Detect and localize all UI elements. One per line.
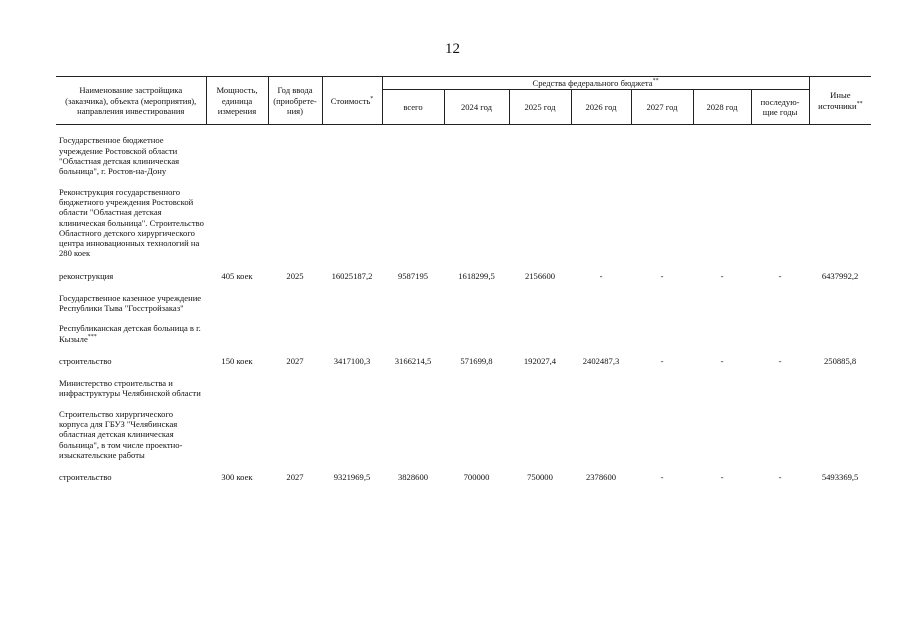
y2028-cell: - (720, 472, 724, 483)
year-cell: 2027 (286, 355, 304, 366)
y2028-cell: - (720, 270, 724, 281)
object-name: Строительство хирургического корпуса для ГБУЗ "Челябинская областная детская клиническая больница", в том числе проектно-изыскательские работы (59, 408, 183, 460)
total-cell: 3828600 (397, 472, 429, 483)
capacity-cell: 405 коек (221, 270, 253, 281)
header-2026: 2026 год (571, 90, 631, 125)
cost-cell: 9321969,5 (333, 472, 371, 483)
investment-table (56, 76, 871, 484)
total-cell: 9587195 (397, 270, 429, 281)
cost-cell: 16025187,2 (331, 270, 373, 281)
direction-cell: строительство (59, 472, 112, 483)
header-other-note: ** (856, 100, 863, 107)
y2027-cell: - (660, 270, 664, 281)
header-name: Наименование застройщика (заказчика), объекта (мероприятия), направления инвестирования (56, 77, 206, 125)
y2024-cell: 700000 (463, 472, 490, 483)
total-cell: 3166214,5 (394, 355, 432, 366)
developer-name: Министерство строительства и инфраструктуры Челябинской области (59, 378, 201, 399)
header-year: Год ввода (приобрете-ния) (268, 77, 322, 125)
next-years-cell: - (778, 270, 782, 281)
header-other-sources (809, 77, 871, 125)
y2027-cell: - (660, 355, 664, 366)
table-row (56, 269, 871, 283)
next-years-cell: - (778, 472, 782, 483)
developer-name: Государственное казенное учреждение Республики Тыва "Госстройзаказ" (59, 292, 202, 314)
direction-cell: реконструкция (59, 270, 114, 281)
header-cost (322, 77, 382, 125)
header-federal-label: Средства федерального бюджета (532, 78, 653, 88)
y2027-cell: - (660, 472, 664, 483)
object-name: Реконструкция государственного бюджетного учреждения Ростовской области "Областная детская клиническая больница". Строительство Областного детского хирургического центра инновационных технологий на 280 коек (59, 186, 204, 259)
year-cell: 2025 (286, 270, 304, 281)
cost-cell: 3417100,3 (333, 355, 371, 366)
capacity-cell: 300 коек (221, 472, 253, 483)
direction-cell: строительство (59, 355, 112, 366)
header-next-years: последую-щие годы (751, 90, 809, 125)
y2024-cell: 571699,8 (460, 355, 493, 366)
developer-name: Государственное бюджетное учреждение Ростовской области "Областная детская клиническая больница", г. Ростов-на-Дону (59, 135, 180, 177)
header-2025: 2025 год (509, 90, 571, 125)
capacity-cell: 150 коек (221, 355, 253, 366)
header-cost-label: Стоимость (330, 95, 371, 106)
y2025-cell: 2156600 (524, 270, 556, 281)
object-name (56, 323, 206, 344)
other-sources-cell: 250885,8 (823, 355, 857, 366)
table-row (56, 354, 871, 368)
y2028-cell: - (720, 355, 724, 366)
other-sources-cell: 6437992,2 (821, 270, 859, 281)
header-federal-note: ** (652, 78, 659, 85)
object-name-text: Республиканская детская больница в г. Кызыле (59, 323, 201, 344)
year-cell: 2027 (286, 472, 304, 483)
header-other-label: Иные источники (818, 90, 857, 111)
header-cost-note: * (370, 95, 374, 102)
table-row (56, 470, 871, 484)
header-capacity: Мощность, единица измерения (206, 77, 268, 125)
y2025-cell: 192027,4 (523, 355, 557, 366)
y2025-cell: 750000 (527, 472, 553, 483)
header-total: всего (382, 90, 444, 125)
header-2027: 2027 год (631, 90, 693, 125)
other-sources-cell: 5493369,5 (821, 472, 859, 483)
object-note: *** (87, 333, 97, 340)
header-federal-budget (382, 77, 809, 90)
header-2028: 2028 год (693, 90, 751, 125)
y2026-cell: - (599, 270, 603, 281)
next-years-cell: - (778, 355, 782, 366)
y2026-cell: 2378600 (585, 472, 617, 483)
page-number: 12 (445, 41, 460, 57)
y2026-cell: 2402487,3 (582, 355, 620, 366)
header-2024: 2024 год (444, 90, 509, 125)
y2024-cell: 1618299,5 (458, 270, 495, 281)
